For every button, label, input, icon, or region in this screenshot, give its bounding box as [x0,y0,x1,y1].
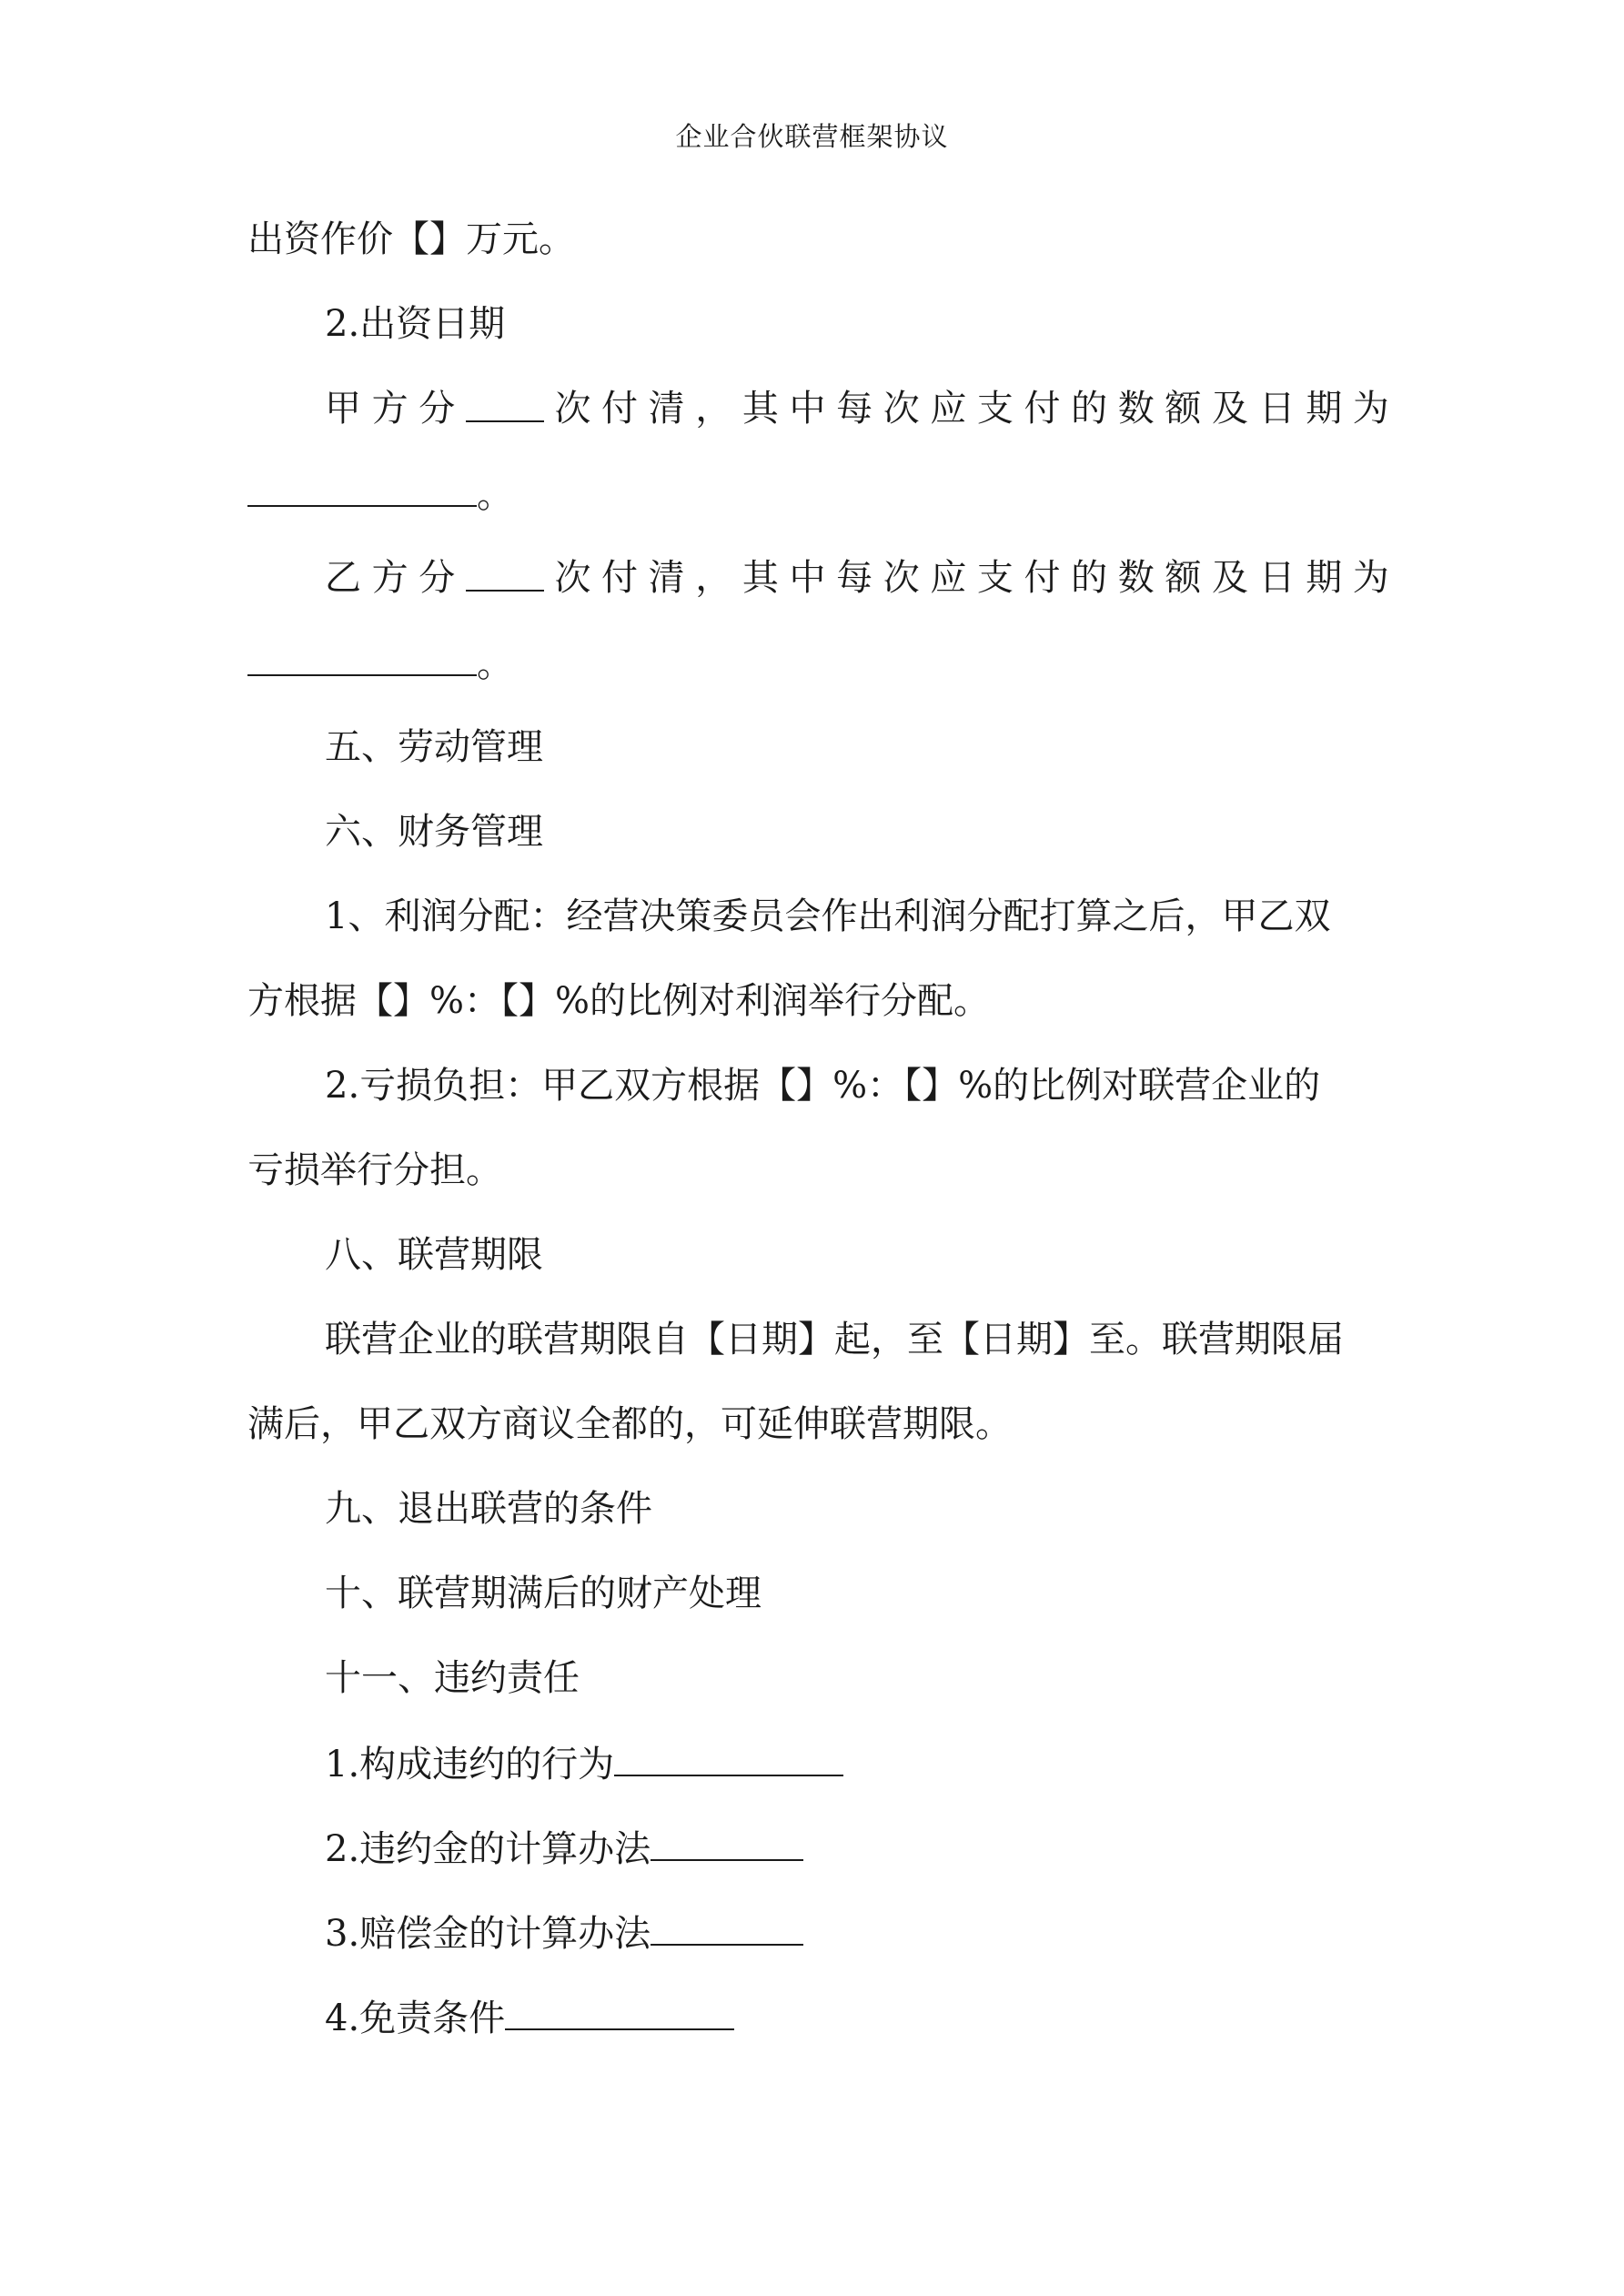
text-line [247,640,513,687]
text-char: 甲 [325,388,361,430]
text-char: 及 [1211,557,1248,599]
text-char: 付 [601,557,639,599]
fill-in-blank[interactable] [466,386,544,422]
fill-in-blank[interactable] [505,1994,734,2030]
text-char: 清 [648,388,685,430]
clause-label: 1.构成违约的行为 [325,1744,615,1785]
text-line: 2.亏损负担：甲乙双方根据【】%：【】%的比例对联营企业的 [325,1065,1321,1107]
clause-label: 3.赔偿金的计算办法 [325,1913,651,1955]
text-char: 次 [554,388,591,430]
section-heading: 十一、违约责任 [325,1657,580,1699]
text-char: 付 [1024,557,1061,599]
text-char: ， [695,557,732,599]
fill-in-blank[interactable] [651,1825,803,1861]
text-line [325,1994,734,2041]
text-char: 其 [741,557,779,599]
text-char: 应 [930,557,967,599]
text-char: 乙 [325,557,361,599]
text-line: 亏损举行分担。 [247,1149,502,1191]
text-char: 期 [1306,388,1343,430]
text-char: 额 [1165,388,1202,430]
text-char: 清 [648,557,685,599]
text-line [325,1740,843,1787]
text-char: 方 [371,557,409,599]
text-char: 日 [1258,388,1296,430]
text-char: 的 [1071,557,1108,599]
section-heading: 十、联营期满后的财产处理 [325,1573,762,1614]
text-char: 分 [419,388,456,430]
text-line: 满后，甲乙双方商议全都的，可延伸联营期限。 [247,1403,1012,1445]
fill-in-blank[interactable] [614,1740,843,1776]
text-char: 及 [1211,388,1248,430]
text-line [325,1909,803,1957]
text-char: 为 [1352,388,1389,430]
text-char: 额 [1165,557,1202,599]
text-char: 次 [554,557,591,599]
text-char: ， [695,388,732,430]
text-char: 次 [883,557,920,599]
fill-in-blank[interactable] [247,640,477,676]
fill-in-blank[interactable] [466,555,544,592]
text-char: 每 [836,557,873,599]
text-line: 出资作价【】万元。 [247,218,575,260]
text-char: 付 [1024,388,1061,430]
text-char: 为 [1352,557,1389,599]
text-char: 次 [883,388,920,430]
text-char: 分 [419,557,456,599]
text-line-justified [325,555,1389,601]
text-line: 方根据【】%：【】%的比例对利润举行分配。 [247,980,991,1022]
clause-label: 4.免责条件 [325,1998,506,2039]
text-char: 中 [789,557,826,599]
text-punctuation: 。 [477,643,513,685]
section-heading: 五、劳动管理 [325,726,543,768]
section-heading: 八、联营期限 [325,1234,543,1276]
text-char: 其 [741,388,779,430]
running-header: 企业合伙联营框架协议 [675,121,949,152]
text-char: 支 [976,557,1014,599]
section-heading: 九、退出联营的条件 [325,1488,652,1530]
text-punctuation: 。 [477,474,513,516]
text-char: 支 [976,388,1014,430]
text-char: 日 [1258,557,1296,599]
section-heading: 六、财务管理 [325,811,543,853]
text-line-justified [325,386,1389,431]
clause-label: 2.违约金的计算办法 [325,1828,651,1870]
text-char: 方 [371,388,409,430]
text-char: 中 [789,388,826,430]
text-char: 每 [836,388,873,430]
fill-in-blank[interactable] [651,1909,803,1946]
text-char: 应 [930,388,967,430]
text-line: 1、利润分配：经营决策委员会作出利润分配打算之后，甲乙双 [325,895,1331,937]
section-heading: 2.出资日期 [325,303,506,345]
text-char: 的 [1071,388,1108,430]
text-char: 数 [1117,388,1155,430]
text-line [325,1825,803,1872]
fill-in-blank[interactable] [247,470,477,507]
text-line: 联营企业的联营期限自【日期】起，至【日期】至。联营期限届 [325,1319,1344,1360]
text-char: 数 [1117,557,1155,599]
text-char: 付 [601,388,639,430]
text-line [247,470,513,518]
text-char: 期 [1306,557,1343,599]
